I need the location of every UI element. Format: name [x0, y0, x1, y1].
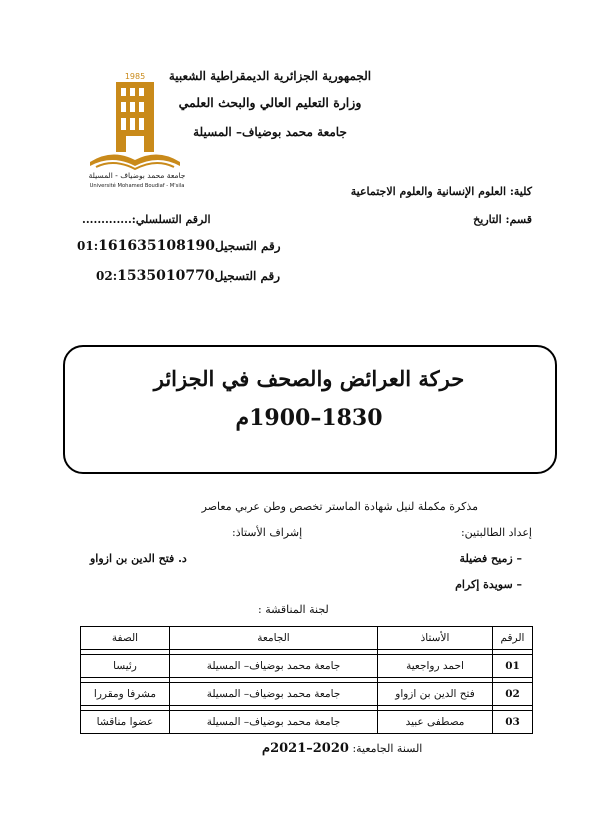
logo-year: 1985 — [124, 72, 146, 81]
row-number: 02 — [493, 683, 533, 706]
row-professor: مصطفى عبيد — [378, 711, 493, 734]
registration-1 — [77, 238, 281, 254]
academic-year-label: السنة الجامعية: — [352, 742, 423, 755]
thesis-title: حركة العرائض والصحف في الجزائر — [153, 366, 465, 391]
row-university: جامعة محمد بوضياف– المسيلة — [170, 683, 378, 706]
university-logo — [82, 70, 192, 188]
registration-2 — [96, 268, 280, 284]
header-professor: الأستاذ — [378, 627, 493, 650]
table-row — [81, 711, 533, 734]
student-1: – زميح فضيلة — [459, 552, 522, 565]
row-role: رئيسا — [81, 655, 170, 678]
committee-table — [80, 626, 533, 734]
table-row — [81, 655, 533, 678]
row-role: عضوا مناقشا — [81, 711, 170, 734]
department-label: قسم: التاريخ — [473, 213, 532, 226]
header-university: جامعة محمد بوضياف– المسيلة — [193, 125, 347, 139]
student-2: – سويدة إكرام — [455, 578, 522, 591]
academic-year — [262, 741, 422, 756]
academic-year-value: 2020–2021م — [262, 741, 349, 756]
row-university: جامعة محمد بوضياف– المسيلة — [170, 655, 378, 678]
header-republic: الجمهورية الجزائرية الديمقراطية الشعبية — [168, 69, 372, 83]
row-professor: احمد رواجعية — [378, 655, 493, 678]
header-university: الجامعة — [170, 627, 378, 650]
committee-label: لجنة المناقشة : — [258, 603, 329, 616]
committee-header-row — [81, 627, 533, 650]
row-number: 03 — [493, 711, 533, 734]
faculty-label: كلية: العلوم الإنسانية والعلوم الاجتماعية — [350, 185, 532, 198]
table-row — [81, 683, 533, 706]
registration-1-label: رقم التسجيل01: — [77, 239, 281, 253]
header-number: الرقم — [493, 627, 533, 650]
header-role: الصفة — [81, 627, 170, 650]
row-university: جامعة محمد بوضياف– المسيلة — [170, 711, 378, 734]
students-label: إعداد الطالبتين: — [460, 526, 532, 539]
supervisor-name: د. فتح الدين بن ازواو — [90, 552, 187, 565]
thesis-period: 1830–1900م — [235, 405, 383, 431]
supervisor-label: إشراف الأستاذ: — [232, 526, 303, 539]
header-ministry: وزارة التعليم العالي والبحث العلمي — [178, 95, 362, 110]
logo-arabic-name: جامعة محمد بوضياف - المسيلة — [88, 171, 186, 180]
serial-number: الرقم التسلسلي:............. — [82, 213, 211, 226]
row-professor: فتح الدين بن ازواو — [378, 683, 493, 706]
logo-latin-name: Université Mohamed Boudiaf - M'sila — [89, 183, 185, 188]
registration-2-value: 1535010770 — [117, 268, 215, 284]
registration-2-label: رقم التسجيل02: — [96, 269, 281, 283]
thesis-note: مذكرة مكملة لنيل شهادة الماستر تخصص وطن عربي معاصر — [201, 500, 478, 513]
row-role: مشرفا ومقررا — [81, 683, 170, 706]
row-number: 01 — [493, 655, 533, 678]
registration-1-value: 161635108190 — [98, 238, 216, 254]
